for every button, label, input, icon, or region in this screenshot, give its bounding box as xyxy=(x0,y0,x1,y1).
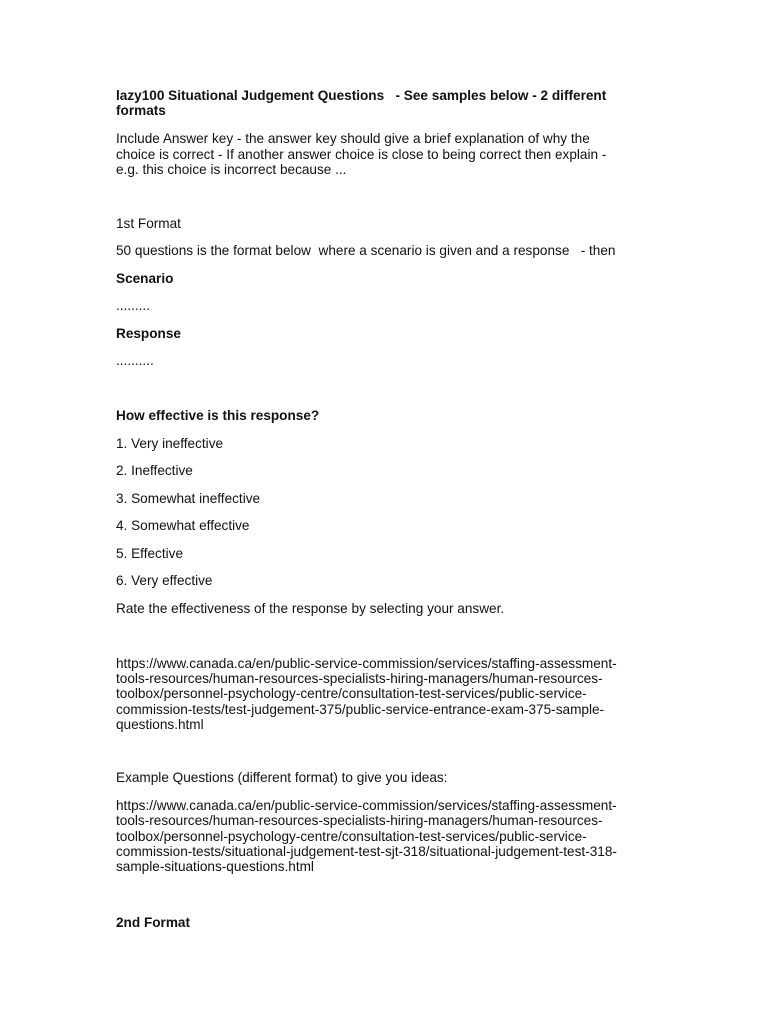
intro-line-2: choice is correct - If another answer choice is close to being correct then explain - xyxy=(116,147,607,162)
response-text: .......... xyxy=(116,353,154,368)
option-item: 3. Somewhat ineffective xyxy=(116,491,261,506)
option-item: 6. Very effective xyxy=(116,573,213,588)
title-line-1: lazy100 Situational Judgement Questions - See samples below - 2 different xyxy=(116,88,607,103)
link1-line-3[interactable]: toolbox/personnel-psychology-centre/consultation-test-services/public-service- xyxy=(116,686,587,701)
option-item: 4. Somewhat effective xyxy=(116,518,250,533)
format2-heading: 2nd Format xyxy=(116,915,191,930)
format1-heading: 1st Format xyxy=(116,216,181,231)
link1-line-2[interactable]: tools-resources/human-resources-specialists-hiring-managers/human-resources- xyxy=(116,671,603,686)
format1-description: 50 questions is the format below where a scenario is given and a response - then xyxy=(116,243,616,258)
option-item: 2. Ineffective xyxy=(116,463,193,478)
response-label: Response xyxy=(116,326,181,341)
link2-line-2[interactable]: tools-resources/human-resources-specialists-hiring-managers/human-resources- xyxy=(116,813,603,828)
option-item: 5. Effective xyxy=(116,546,183,561)
link2-line-1[interactable]: https://www.canada.ca/en/public-service-commission/services/staffing-assessment- xyxy=(116,798,617,813)
examples-label: Example Questions (different format) to give you ideas: xyxy=(116,770,448,785)
rating-instruction: Rate the effectiveness of the response by selecting your answer. xyxy=(116,601,505,616)
link2-line-3[interactable]: toolbox/personnel-psychology-centre/consultation-test-services/public-service- xyxy=(116,829,587,844)
link2-line-5[interactable]: sample-situations-questions.html xyxy=(116,859,314,874)
title-line-2: formats xyxy=(116,103,166,118)
option-item: 1. Very ineffective xyxy=(116,436,224,451)
link1-line-4[interactable]: commission-tests/test-judgement-375/public-service-entrance-exam-375-sample- xyxy=(116,702,605,717)
link1-line-5[interactable]: questions.html xyxy=(116,717,204,732)
effectiveness-question: How effective is this response? xyxy=(116,408,320,423)
scenario-text: ......... xyxy=(116,298,150,313)
link1-line-1[interactable]: https://www.canada.ca/en/public-service-commission/services/staffing-assessment- xyxy=(116,656,617,671)
link2-line-4[interactable]: commission-tests/situational-judgement-test-sjt-318/situational-judgement-test-318- xyxy=(116,844,617,859)
scenario-label: Scenario xyxy=(116,271,174,286)
intro-line-1: Include Answer key - the answer key should give a brief explanation of why the xyxy=(116,131,590,146)
intro-line-3: e.g. this choice is incorrect because ... xyxy=(116,162,347,177)
